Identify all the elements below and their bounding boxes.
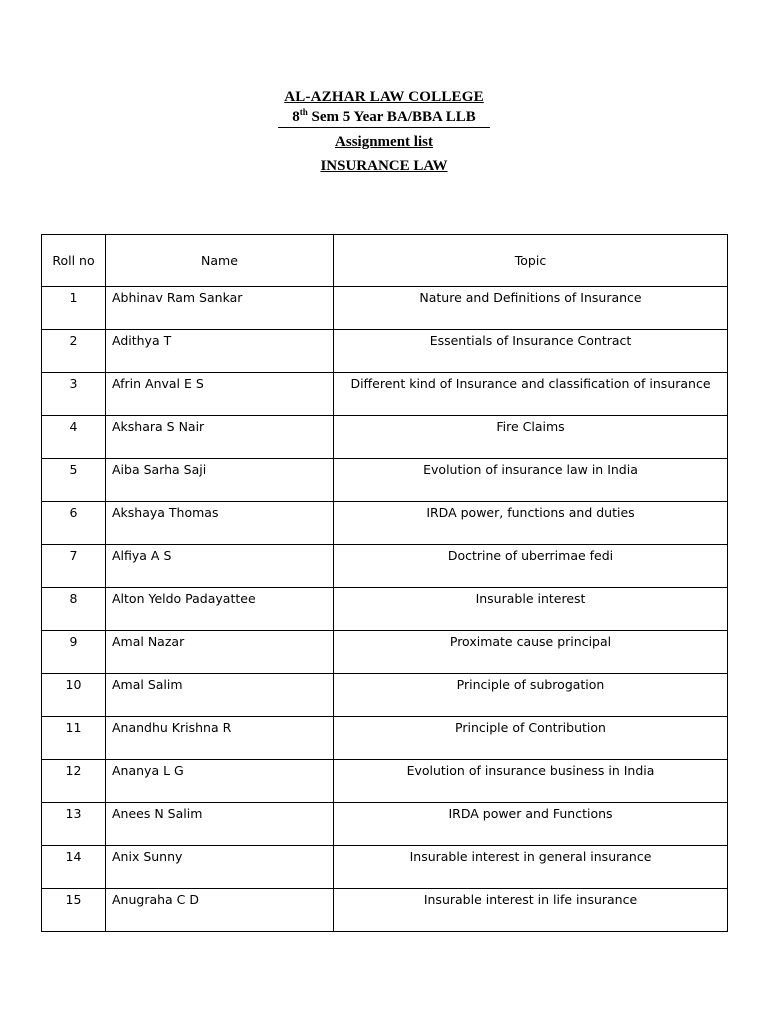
table-row [42,459,728,502]
student-name-cell-text: Amal Nazar [112,634,185,649]
topic-cell-text: IRDA power and Functions [448,806,613,821]
student-name-cell [106,846,334,889]
table-row [42,803,728,846]
header-topic: Topic [334,235,728,287]
topic-cell-text: Doctrine of uberrimae fedi [447,548,614,563]
topic-cell-text: Evolution of insurance law in India [423,462,638,477]
topic-cell-text: Insurable interest in general insurance [409,849,652,864]
student-name-cell-text: Adithya T [112,333,172,348]
college-name: AL-AZHAR LAW COLLEGE [284,89,484,105]
roll-no-cell-text: 5 [69,462,78,477]
student-name-cell-text: Alton Yeldo Padayattee [112,591,256,606]
roll-no-cell-text: 13 [65,806,82,821]
topic-cell [334,760,728,803]
roll-no-cell-text: 4 [69,419,78,434]
table-row [42,330,728,373]
topic-cell [334,588,728,631]
student-name-cell [106,717,334,760]
assignment-table [41,234,728,932]
table-row [42,631,728,674]
topic-cell [334,846,728,889]
topic-cell [334,803,728,846]
roll-no-cell [42,330,106,373]
student-name-cell [106,760,334,803]
table-row [42,287,728,330]
roll-no-cell-text: 14 [65,849,82,864]
roll-no-cell [42,760,106,803]
student-name-cell-text: Akshara S Nair [112,419,205,434]
roll-no-cell-text: 1 [69,290,78,305]
roll-no-cell [42,459,106,502]
roll-no-cell [42,545,106,588]
table-row [42,502,728,545]
topic-cell-text: Essentials of Insurance Contract [429,333,632,348]
topic-cell [334,287,728,330]
roll-no-cell [42,674,106,717]
student-name-cell-text: Anugraha C D [112,892,200,907]
student-name-cell [106,287,334,330]
topic-cell-text: Evolution of insurance business in India [406,763,655,778]
topic-cell [334,416,728,459]
table-row [42,717,728,760]
roll-no-cell [42,416,106,459]
assignment-list-title: Assignment list [335,134,433,150]
table-row [42,674,728,717]
student-name-cell-text: Afrin Anval E S [112,376,204,391]
student-name-cell-text: Abhinav Ram Sankar [112,290,243,305]
header-name: Name [106,235,334,287]
student-name-cell-text: Anees N Salim [112,806,203,821]
topic-cell-text: Insurable interest in life insurance [423,892,638,907]
semester-line [0,108,768,128]
table-row [42,373,728,416]
roll-no-cell [42,717,106,760]
student-name-cell [106,631,334,674]
topic-cell-text: Proximate cause principal [449,634,612,649]
subject-title: INSURANCE LAW [320,158,448,174]
student-name-cell [106,674,334,717]
topic-cell [334,373,728,416]
student-name-cell-text: Amal Salim [112,677,183,692]
table-row [42,760,728,803]
roll-no-cell-text: 9 [69,634,78,649]
header-roll-no: Roll no [42,235,106,287]
student-name-cell [106,459,334,502]
student-name-cell [106,588,334,631]
roll-no-cell [42,373,106,416]
topic-cell [334,459,728,502]
roll-no-cell-text: 8 [69,591,78,606]
roll-no-cell [42,631,106,674]
roll-no-cell-text: 2 [69,333,78,348]
table-row [42,545,728,588]
student-name-cell-text: Akshaya Thomas [112,505,219,520]
roll-no-cell-text: 11 [65,720,82,735]
student-name-cell-text: Ananya L G [112,763,184,778]
student-name-cell-text: Anandhu Krishna R [112,720,232,735]
student-name-cell [106,545,334,588]
student-name-cell-text: Anix Sunny [112,849,183,864]
topic-cell-text: Fire Claims [496,419,565,434]
roll-no-cell-text: 10 [65,677,82,692]
student-name-cell [106,330,334,373]
semester-suffix: th [299,107,308,117]
topic-cell-text: Nature and Definitions of Insurance [419,290,642,305]
topic-cell-text: Insurable interest [475,591,586,606]
topic-cell-text: Principle of Contribution [455,720,606,735]
topic-cell-text: Principle of subrogation [456,677,605,692]
student-name-cell [106,889,334,932]
topic-cell [334,330,728,373]
student-name-cell [106,416,334,459]
roll-no-cell-text: 12 [65,763,82,778]
roll-no-cell [42,588,106,631]
topic-cell-text: Different kind of Insurance and classification of insurance [350,376,711,391]
table-row [42,416,728,459]
topic-cell [334,889,728,932]
roll-no-cell-text: 7 [69,548,78,563]
roll-no-cell-text: 6 [69,505,78,520]
student-name-cell-text: Alfiya A S [112,548,172,563]
semester-line-text [278,108,489,128]
topic-cell [334,502,728,545]
student-name-cell [106,803,334,846]
roll-no-cell [42,287,106,330]
student-name-cell [106,373,334,416]
topic-cell [334,631,728,674]
roll-no-cell [42,889,106,932]
semester-course: Sem 5 Year BA/BBA LLB [307,109,476,125]
topic-cell [334,717,728,760]
roll-no-cell-text: 3 [69,376,78,391]
semester-number: 8 [292,109,300,125]
table-header-row [42,235,728,287]
topic-cell-text: IRDA power, functions and duties [426,505,635,520]
roll-no-cell [42,803,106,846]
table-row [42,846,728,889]
roll-no-cell [42,846,106,889]
student-name-cell-text: Aiba Sarha Saji [112,462,207,477]
table-row [42,588,728,631]
roll-no-cell-text: 15 [65,892,82,907]
roll-no-cell [42,502,106,545]
topic-cell [334,674,728,717]
table-row [42,889,728,932]
topic-cell [334,545,728,588]
student-name-cell [106,502,334,545]
